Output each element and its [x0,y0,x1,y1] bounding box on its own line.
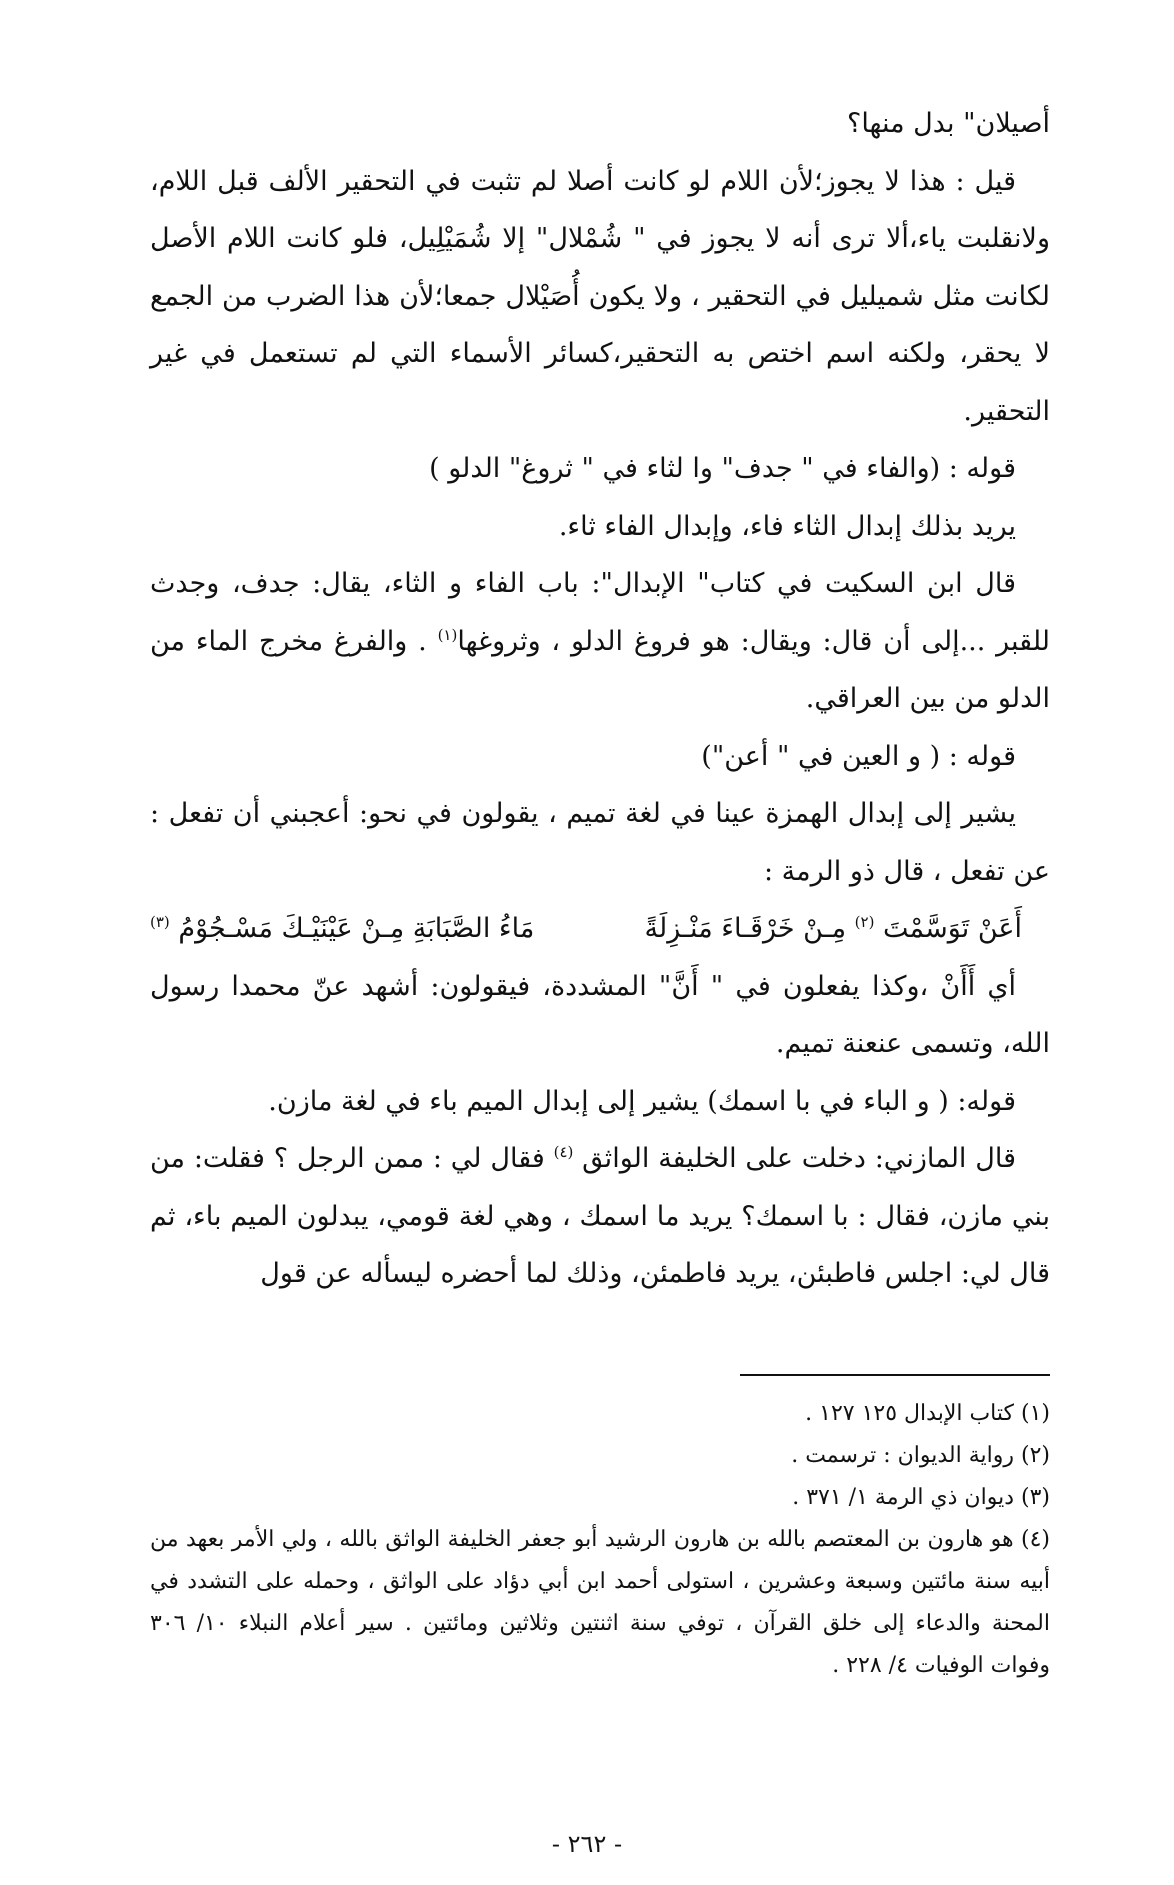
paragraph-10-text-b: فقال لي : ممن الرجل ؟ فقلت: من بني مازن، فقال : با اسمك؟ يريد ما اسمك ، وهي لغة قومي، يبدلون الميم باء، ثم قال لي: اجلس فاطبئن، يريد فاطمئن، وذلك لما أحضره ليسأله عن قول [150,1143,1050,1289]
footnote-2: (٢) رواية الديوان : ترسمت . [791,1443,1050,1468]
footnotes [150,1393,1050,1687]
footnote-3: (٣) ديوان ذي الرمة ١/ ٣٧١ . [792,1485,1050,1510]
verse-first-text-b: مِـنْ خَرْقَـاءَ مَنْـزِلَةً [644,913,855,944]
paragraph-10-text-a: قال المازني: دخلت على الخليفة الواثق [573,1143,1016,1174]
paragraph-1: أصيلان" بدل منها؟ [846,108,1050,139]
verse-first-hemistich [645,900,1022,958]
footnote-4: (٤) هو هارون بن المعتصم بالله بن هارون الرشيد أبو جعفر الخليفة الواثق بالله ، ولي الأمر بعهد من أبيه سنة مائتين وسبعة وعشرين ، استولى أحمد ابن أبي دؤاد على الواثق ، وحمله على التشدد في المحنة والدعاء إلى خلق القرآن ، توفي سنة اثنتين وثلاثين ومائتين . سير أعلام النبلاء ١٠/ ٣٠٦ وفوات الوفيات ٤/ ٢٢٨ . [150,1527,1050,1678]
page-number: - ٢٦٢ - [551,1830,623,1858]
main-text [150,95,1050,1303]
paragraph-6: قوله : ( و العين في " أعن") [701,740,1016,772]
footnote-ref-4: (٤) [553,1143,574,1161]
verse-first-text-a: أَعَنْ تَوَسَّمْتَ [874,913,1022,944]
paragraph-7: يشير إلى إبدال الهمزة عينا في لغة تميم ، يقولون في نحو: أعجبني أن تفعل : عن تفعل ، قال ذو الرمة : [150,798,1050,887]
footnote-ref-1: (١) [437,625,458,644]
paragraph-5-text-a: قال ابن السكيت في كتاب" الإبدال": باب الفاء و الثاء، يقال: جدف، وجدث للقبر ...إلى أن قال: ويقال: هو فروغ الدلو ، وثروغها [150,568,1051,657]
footnote-1: (١) كتاب الإبدال ١٢٥ ١٢٧ . [805,1401,1050,1426]
paragraph-5-text-b: . والفرغ مخرج الماء من الدلو من بين العراقي. [150,625,1050,714]
paragraph-5 [150,555,1050,728]
paragraph-9: قوله: ( و الباء في با اسمك) يشير إلى إبدال الميم باء في لغة مازن. [268,1085,1016,1117]
paragraph-3: قوله : (والفاء في " جدف" وا لثاء في " ثروغ" الدلو ) [429,453,1016,484]
verse-second-hemistich [150,900,534,958]
paragraph-4: يريد بذلك إبدال الثاء فاء، وإبدال الفاء ثاء. [558,510,1016,542]
footnote-ref-3: (٣) [150,913,170,931]
poetry-verse [150,900,1050,958]
paragraph-8: أي أَأَنْ ،وكذا يفعلون في " أَنَّ" المشددة، فيقولون: أشهد عنّ محمدا رسول الله، وتسمى عنعنة تميم. [150,970,1050,1059]
footnote-separator [740,1374,1050,1376]
verse-second-text: مَاءُ الصَّبَابَةِ مِـنْ عَيْنَيْـكَ مَسْـجُوْمُ [169,913,535,944]
paragraph-2: قيل : هذا لا يجوز؛لأن اللام لو كانت أصلا لم تثبت في التحقير الألف قبل اللام، ولانقلبت ياء،ألا ترى أنه لا يجوز في " شُمْلال" إلا شُمَيْلِيل، فلو كانت اللام الأصل لكانت مثل شميليل في التحقير ، ولا يكون أُصَيْلال جمعا؛لأن هذا الضرب من الجمع لا يحقر، ولكنه اسم اختص به التحقير،كسائر الأسماء التي لم تستعمل في غير التحقير. [150,165,1050,427]
paragraph-10 [150,1130,1050,1303]
footnote-ref-2: (٢) [854,913,875,931]
